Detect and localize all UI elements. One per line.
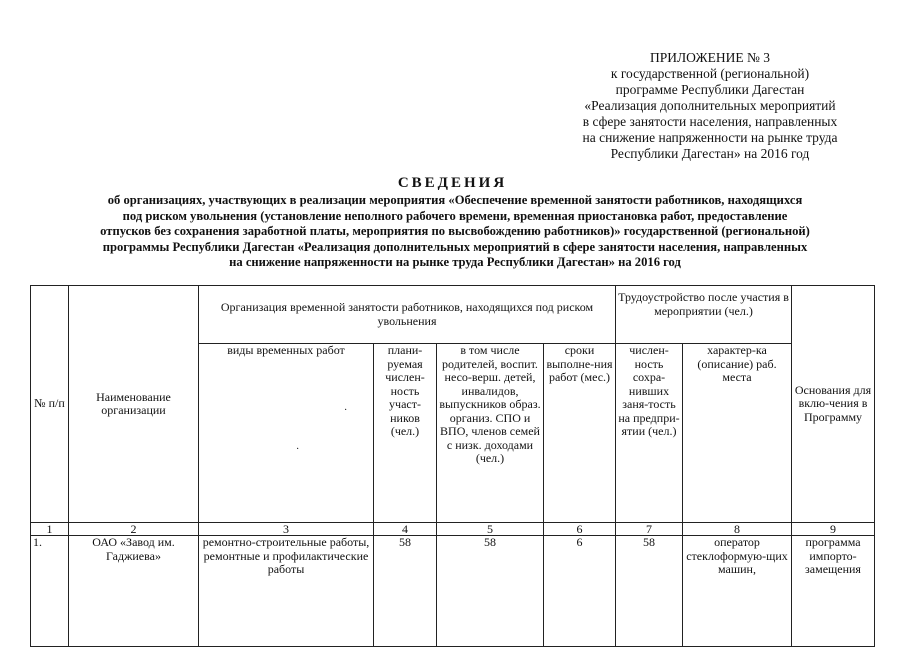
organizations-table	[30, 285, 875, 647]
header-num: № п/п	[31, 286, 69, 523]
header-including: в том числе родителей, воспит. несо-верш. детей, инвалидов, выпускников образ. организ. СПО и ВПО, членов семей с низк. доходами (чел.)	[437, 344, 544, 523]
header-group-temp-employment: Организация временной занятости работников, находящихся под риском увольнения	[199, 286, 616, 344]
subtitle-line: программы Республики Дагестан «Реализация дополнительных мероприятий в сфере занятости населения, направленных	[102, 239, 808, 254]
column-number: 5	[437, 523, 544, 536]
header-job-desc: характер-ка (описание) раб. места	[683, 344, 792, 523]
subtitle-line: отпусков без сохранения заработной платы, мероприятия по высвобождению работников)» государственной (региональной)	[100, 224, 810, 238]
header-work-types: виды временных работ	[199, 344, 374, 523]
cell-including: 58	[437, 536, 544, 647]
column-number: 6	[544, 523, 616, 536]
column-number: 3	[199, 523, 374, 536]
header-org: Наименование организации	[69, 286, 199, 523]
cell-org: ОАО «Завод им. Гаджиева»	[69, 536, 199, 647]
document-subtitle	[40, 193, 870, 271]
cell-basis: программа импорто-замещения	[792, 536, 875, 647]
subtitle-line: на снижение напряженности на рынке труда Республики Дагестан» на 2016 год	[229, 255, 681, 269]
column-number: 8	[683, 523, 792, 536]
header-duration: сроки выполне-ния работ (мес.)	[544, 344, 616, 523]
cell-num: 1.	[31, 536, 69, 647]
cell-planned: 58	[374, 536, 437, 647]
cell-duration: 6	[544, 536, 616, 647]
header-retained: числен-ность сохра-нивших заня-тость на предпри-ятии (чел.)	[616, 344, 683, 523]
scan-speck: ·	[296, 444, 300, 455]
column-number: 4	[374, 523, 437, 536]
appendix-line: Республики Дагестан» на 2016 год	[610, 146, 810, 161]
column-number: 2	[69, 523, 199, 536]
document-title: СВЕДЕНИЯ	[397, 175, 508, 191]
cell-retained: 58	[616, 536, 683, 647]
table-row	[31, 536, 875, 647]
subtitle-line: об организациях, участвующих в реализации мероприятия «Обеспечение временной занятости работников, находящихся	[107, 193, 803, 207]
column-number: 1	[31, 523, 69, 536]
scan-speck: ·	[344, 405, 348, 416]
appendix-line: на снижение напряженности на рынке труда	[582, 130, 838, 145]
column-number: 7	[616, 523, 683, 536]
appendix-line: ПРИЛОЖЕНИЕ № 3	[649, 50, 771, 65]
appendix-line: программе Республики Дагестан	[615, 82, 805, 97]
appendix-line: «Реализация дополнительных мероприятий	[584, 98, 836, 113]
cell-job-desc: оператор стеклоформую-щих машин,	[683, 536, 792, 647]
cell-work-types: ремонтно-строительные работы, ремонтные и профилактические работы	[199, 536, 374, 647]
column-number: 9	[792, 523, 875, 536]
appendix-line: в сфере занятости населения, направленных	[582, 114, 838, 129]
header-planned: плани-руемая числен-ность участ-ников (чел.)	[374, 344, 437, 523]
appendix-line: к государственной (региональной)	[610, 66, 810, 81]
header-group-employment-after: Трудоустройство после участия в мероприятии (чел.)	[616, 286, 792, 344]
subtitle-line: под риском увольнения (установление неполного рабочего времени, временная приостановка работ, предоставление	[122, 208, 788, 223]
appendix-block	[560, 50, 860, 162]
header-basis: Основания для вклю-чения в Программу	[792, 286, 875, 523]
